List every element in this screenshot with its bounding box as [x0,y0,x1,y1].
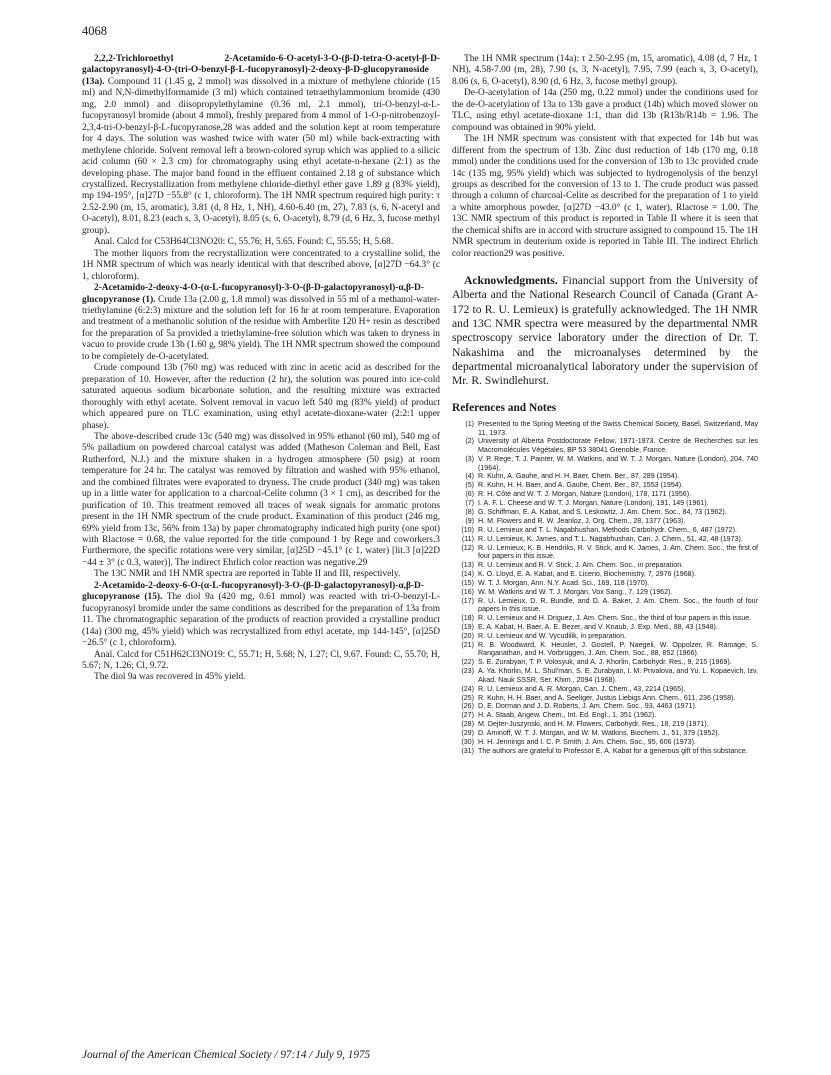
paragraph [82,249,440,283]
reference-number: (14) [461,569,474,578]
paragraph [82,54,440,237]
reference-number: (16) [461,587,474,596]
paragraph-title: 2-Acetamido-2-deoxy-6-O-(α-L-fucopyranosyl)-3-O-(β-D-galactopyranosyl)-α,β-D-glucopyranose (15). [82,580,424,603]
reference-text: R. U. Lemieux and T. L. Nagabhushan, Methods Carbohydr. Chem., 6, 487 (1972). [478,525,737,534]
reference-text: R. Kuhn, A. Gauhe, and H. H. Baer, Chem. Ber., 87, 289 (1954). [478,472,680,481]
paragraph-text: Compound 11 (1.45 g, 2 mmol) was dissolved in a mixture of methylene chloride (15 ml) and N,N-dimethylformamide (3 ml) which contained tetraethylammonium bromide (430 mg, 2.0 mmol) and diisopropylethylamine (0.36 ml, 2.1 mmol), tri-O-benzyl-α-L-fucopyranosyl bromide (about 4 mmol), freshly prepared from 4 mmol of 1-O-p-nitrobenzoyl-2,3,4-tri-O-benzyl-β-L-fucopyranose,28 was added and the solution kept at room temperature for 4 days. The solution was washed twice with water (50 ml) while back-extracting with methylene chloride. Solvent removal left a brown-colored syrup which was applied to a silicic acid column (60 × 2.3 cm) for chromatography using ethyl acetate-n-hexane (2:1) as the developing phase. The major band found in the effluent contained 2.18 g of substance which crystallized. Recrystallization from methylene chloride-diethyl ether gave 1.89 g (83% yield), mp 194-195°, [α]27D −55.8° (c 1, chloroform). The 1H NMR spectrum required high purity: τ 2.52-2.90 (m, 15, aromatic), 3.81 (d, 8 Hz, 1, NH), 4.60-6.40 (m, 27), 7.83 (s, 6, N-acetyl and O-acetyl), 8.01, 8.23 (each s, 3, O-acetyl), 8.05 (s, 6, O-acetyl), 8.79 (d, 6 Hz, 3, fucose methyl group). [82,76,441,236]
paragraph [82,237,440,248]
references-heading: References and Notes [452,401,557,414]
reference-text: The authors are grateful to Professor E. A. Kabat for a generous gift of this substance. [478,746,748,755]
reference-item [452,632,758,641]
reference-item [452,472,758,481]
paragraph-text: Anal. Calcd for C53H64Cl3NO20: C, 55.76; H, 5.65. Found: C, 55.55; H, 5.68. [94,237,394,248]
reference-number: (26) [461,702,474,711]
paragraph [82,283,440,363]
reference-item [452,579,758,588]
acknowledgments-text: Financial support from the University of Alberta and the National Research Council of Canada (Grant A-172 to R. U. Lemieux) is gratefully acknowledged. The 1H NMR and 13C NMR spectra were measured by the departmental NMR spectroscopy service laboratory under the direction of Dr. T. Nakashima and the microanalyses determined by the departmental microanalytical laboratory under the supervision of Mr. R. Swindlehurst. [452,274,758,388]
reference-text: D. Aminoff, W. T. J. Morgan, and W. M. Watkins, Biochem. J., 51, 379 (1952). [478,729,720,738]
reference-number: (29) [461,729,474,738]
paragraph: De-O-acetylation of 14a (250 mg, 0.22 mmol) under the conditions used for the de-O-acetylation of 13a to 13b gave a product (14b) which moved slower on TLC, using ethyl acetate-dioxane 1:1, than did 13b (R13b/R14b = 1.96. The compound was obtained in 90% yield. [452,88,758,133]
reference-text: H. A. Staab, Angew. Chem., Int. Ed. Engl., 1, 351 (1962). [478,711,657,720]
reference-number: (1) [465,419,474,428]
reference-item [452,481,758,490]
page-number: 4068 [82,24,107,38]
paragraph [82,581,440,650]
reference-number: (8) [465,508,474,516]
paragraph [82,672,440,683]
journal-footer: Journal of the American Chemical Society / 97:14 / July 9, 1975 [82,1049,371,1061]
reference-text: R. U. Lemieux and H. Driguez, J. Am. Chem. Soc., the third of four papers in this issue. [478,614,752,623]
reference-number: (6) [465,490,474,499]
reference-text: Presented to the Spring Meeting of the Swiss Chemical Society, Basel, Switzerland, May 11, 1973. [478,419,758,437]
reference-item [452,702,758,711]
reference-text: A. Ya. Khorlin, M. L. Shul'man, S. E. Zurabyan, I. M. Privalova, and Yu. L. Kopaevich, Izv. Akad. Nauk SSSR, Ser. Khim., 2094 (1968). [478,667,758,684]
reference-item [452,614,758,623]
reference-number: (22) [461,658,474,667]
right-column [452,54,758,756]
paragraph [82,363,440,432]
reference-text: V. P. Rege, T. J. Painter, W. M. Watkins, and W. T. J. Morgan, Nature (London), 204, 740 (1964). [478,454,758,472]
reference-list [452,420,758,755]
reference-number: (7) [465,499,474,508]
paragraph [82,650,440,673]
reference-item [452,544,758,561]
reference-number: (15) [461,578,474,587]
reference-item [452,570,758,579]
reference-text: I. A. F. L. Cheese and W. T. J. Morgan, Nature (London), 191, 149 (1961). [478,499,709,508]
reference-number: (9) [465,516,474,525]
reference-text: University of Alberta Postdoctorate Fellow, 1971-1973. Centre de Recherches sur les Macromolécules Végétales, BP 53 38041 Grenoble, France. [478,437,758,455]
reference-number: (10) [461,525,474,534]
reference-text: S. E. Zurabyan, T. P. Volosyuk, and A. J. Khorlin, Carbohydr. Res., 9, 215 (1969). [478,658,732,667]
reference-number: (28) [461,720,474,729]
reference-text: E. A. Kabat, H. Baer, A. E. Bezer, and V. Knaub, J. Exp. Med., 88, 43 (1948). [478,622,718,631]
reference-number: (20) [461,631,474,640]
reference-item [452,517,758,526]
paragraph-text: The above-described crude 13c (540 mg) was dissolved in 95% ethanol (60 ml), 540 mg of 5% palladium on powdered charcoal catalyst was added (Matheson Coleman and Bell, East Rutherford, N.J.) and the mixture shaken in a hydrogen atmosphere (50 psig) at room temperature for 24 hr. The catalyst was removed by filtration and washed with 95% ethanol, and the combined filtrates were evaporated to dryness. The crude product (340 mg) was taken up in a little water for application to a charcoal-Celite column (3 × 1 cm), as described for the purification of 10. This treatment removed all traces of weak signals for aromatic protons present in the 1H NMR spectrum of the crude product. Examination of this product (246 mg, 69% yield from 13c, 56% from 13a) by paper chromatography indicated high purity (one spot) with Rlactose = 0.68, the value reported for the title compound 1 by Rege and coworkers.3 Furthermore, the specific rotations were very similar, [α]25D −45.1° (c 1, water) [lit.3 [α]22D −44 ± 3° (c 0.3, water)]. The indirect Ehrlich color reaction was negative.29 [82,431,440,568]
reference-number: (12) [461,543,474,552]
reference-text: R. H. Côté and W. T. J. Morgan, Nature (London), 178, 1171 (1956). [478,490,692,499]
reference-item [452,747,758,756]
reference-item [452,711,758,720]
reference-text: W. M. Watkins and W. T. J. Morgan, Vox Sang., 7, 129 (1962). [478,587,673,596]
reference-number: (18) [461,614,474,623]
reference-item [452,641,758,658]
reference-text: H. M. Flowers and R. W. Jeanloz, J. Org. Chem., 28, 1377 (1963). [478,516,686,525]
reference-item [452,490,758,499]
reference-number: (4) [465,472,474,481]
reference-text: K. O. Lloyd, E. A. Kabat, and E. Licerio, Biochemistry, 7, 2976 (1968). [478,569,696,578]
paragraph [82,432,440,569]
reference-item [452,588,758,597]
reference-text: M. Dejter-Juszynski, and H. M. Flowers, Carbohydr. Res., 18, 219 (1971). [478,720,709,729]
reference-number: (11) [461,534,474,543]
reference-text: D. E. Dorman and J. D. Roberts, J. Am. Chem. Soc., 93, 4463 (1971). [478,702,697,711]
paragraph: The 1H NMR spectrum (14a): τ 2.50-2.95 (m, 15, aromatic), 4.08 (d, 7 Hz, 1 NH), 4.58-7.00 (m, 28), 7.90 (s, 3, N-acetyl), 7.95, 7.99 (each s, 3, O-acetyl), 8.06 (s, 6, O-acetyl), 8.90 (d, 6 Hz, 3, fucose methyl group). [452,54,758,87]
paragraph-title: 2-Acetamido-2-deoxy-4-O-(α-L-fucopyranosyl)-3-O-(β-D-galactopyranosyl)-α,β-D-glucopyranose (1). [82,283,424,305]
paragraph-text: The diol 9a (420 mg, 0.61 mmol) was reacted with tri-O-benzyl-L-fucopyranosyl bromide under the same conditions as described for the preparation of 13a from 11. The chromatographic separation of the products of reaction provided a crystalline product (14a) (300 mg, 45% yield) which was recrystallized from ethyl acetate, mp 144-145°, [α]25D −26.5° (c 1, chloroform). [82,592,440,649]
reference-number: (19) [461,622,474,631]
left-column [82,54,440,684]
reference-number: (21) [461,640,474,649]
paragraph: The 1H NMR spectrum was consistent with that expected for 14b but was different from the spectrum of 13b. Zinc dust reduction of 14b (170 mg, 0.18 mmol) under the conditions used for the conversion of 13b to 13c provided crude 14c (135 mg, 95% yield) which was subjected to hydrogenolysis of the benzyl groups as described for the conversion of 13 to 1. The crude product was passed through a column of charcoal-Celite as described for the preparation of 1 to yield a white amorphous powder, [α]27D −43.0° (c 1, water), Rlactose = 1.00. The 13C NMR spectrum of this product is reported in Table II where it is seen that the chemical shifts are in accord with structure assigned to compound 15. The 1H NMR spectrum in deuterium oxide is reported in Table III. The indirect Ehrlich color reaction29 was positive. [452,134,758,259]
paragraph-text: The diol 9a was recovered in 45% yield. [94,672,246,683]
reference-text: G. Schiffman, E. A. Kabat, and S. Leskowitz, J. Am. Chem. Soc., 84, 73 (1962). [478,508,727,516]
reference-number: (17) [461,596,474,605]
reference-item [452,667,758,684]
reference-item [452,561,758,570]
reference-item [452,420,758,437]
reference-number: (3) [465,454,474,463]
reference-item [452,658,758,667]
acknowledgments [452,274,758,388]
reference-text: R. U. Lemieux, K. B. Hendriks, R. V. Stick, and K. James, J. Am. Chem. Soc., the first of four papers in this issue. [478,543,758,561]
reference-item [452,623,758,632]
reference-text: R. U. Lemieux, D. R. Bundle, and D. A. Baker, J. Am. Chem. Soc., the fourth of four papers in this issue. [478,596,758,614]
reference-number: (13) [461,561,474,570]
reference-number: (27) [461,711,474,720]
paragraph-text: Anal. Calcd for C51H62Cl3NO19: C, 55.71; H, 5.68; N, 1.27; Cl, 9.67. Found: C, 55.70; H, 5.67; N, 1.26; Cl, 9.72. [82,649,440,672]
acknowledgments-heading: Acknowledgments. [464,274,558,288]
paragraph-text: The 13C NMR and 1H NMR spectra are reported in Table II and III, respectively. [94,569,401,580]
reference-text: R. U. Lemieux and A. R. Morgan, Can. J. Chem., 43, 2214 (1965). [478,684,686,693]
paragraph-title: 2,2,2-Trichloroethyl 2-Acetamido-6-O-acetyl-3-O-(β-D-tetra-O-acetyl-β-D-galactopyranosyl)-4-O-(tri-O-benzyl-β-L-fucopyranosyl)-2-deoxy-β-D-glucopyranoside (13a). [82,54,440,87]
reference-item [452,729,758,738]
paragraph [82,569,440,580]
reference-item [452,437,758,454]
reference-number: (23) [461,667,474,676]
reference-item [452,535,758,544]
reference-number: (5) [465,481,474,490]
reference-text: R. Kuhn, H. H. Baer, and A. Seeliger, Justus Liebigs Ann. Chem., 611, 236 (1958). [478,693,736,702]
paragraph-text: Crude compound 13b (760 mg) was reduced with zinc in acetic acid as described for the preparation of 10. However, after the reduction (2 hr), the solution was poured into ice-cold saturated aqueous sodium bicarbonate solution, and the resulting mixture was extracted thoroughly with ethyl acetate. Solvent removal in vacuo left 540 mg (83% yield) of product which appeared pure on TLC examination, using ethyl acetate-dioxane-water (2:2:1 upper phase). [82,363,440,431]
reference-item [452,499,758,508]
reference-item [452,694,758,703]
reference-item [452,738,758,747]
reference-item [452,685,758,694]
reference-item [452,597,758,614]
reference-text: R. B. Woodward, K. Heusler, J. Gostell, P. Naegeli, W. Oppolzer, R. Ramage, S. Ranganathan, and H. Vorbrüggen, J. Am. Chem. Soc., 88, 852 (1966). [478,640,758,658]
reference-text: H. H. Jennings and I. C. P. Smith, J. Am. Chem. Soc., 95, 606 (1973). [478,737,696,746]
reference-text: R. U. Lemieux and R. V. Stick, J. Am. Chem. Soc., in preparation. [478,561,684,570]
paragraph-text: Crude 13a (2.00 g, 1.8 mmol) was dissolved in 55 ml of a methanol-water-triethylamine (6:2:3) mixture and the solution left for 16 hr at room temperature. Evaporation and treatment of a methanolic solution of the residue with Amberlite 120 H+ resin as described for the preparation of 5a provided a triethylamine-free solution which was taken to dryness in vacuo to provide crude 13b (1.60 g, 98% yield). The 1H NMR spectrum showed the compound to be completely de-O-acetylated. [82,294,441,362]
reference-text: W. T. J. Morgan, Ann. N.Y. Acad. Sci., 169, 118 (1970). [478,578,650,587]
reference-text: R. U. Lemieux, K. James, and T. L. Nagabhushan, Can. J. Chem., 51, 42, 48 (1973). [478,534,743,543]
paragraph-text: The mother liquors from the recrystallization were concentrated to a crystalline solid, the 1H NMR spectrum of which was nearly identical with that described above, [α]27D −64.3° (c 1, chloroform). [82,248,440,282]
reference-number: (31) [461,746,474,755]
reference-item [452,526,758,535]
reference-item [452,720,758,729]
reference-text: R. Kuhn, H. H. Baer, and A. Gauhe, Chem. Ber., 87, 1553 (1954). [478,481,684,490]
reference-number: (30) [461,737,474,746]
reference-number: (24) [461,684,474,693]
reference-number: (2) [465,437,474,446]
reference-number: (25) [461,693,474,702]
reference-item [452,508,758,517]
reference-text: R. U. Lemieux and W. Vycudilik, in preparation. [478,631,626,640]
reference-item [452,455,758,472]
